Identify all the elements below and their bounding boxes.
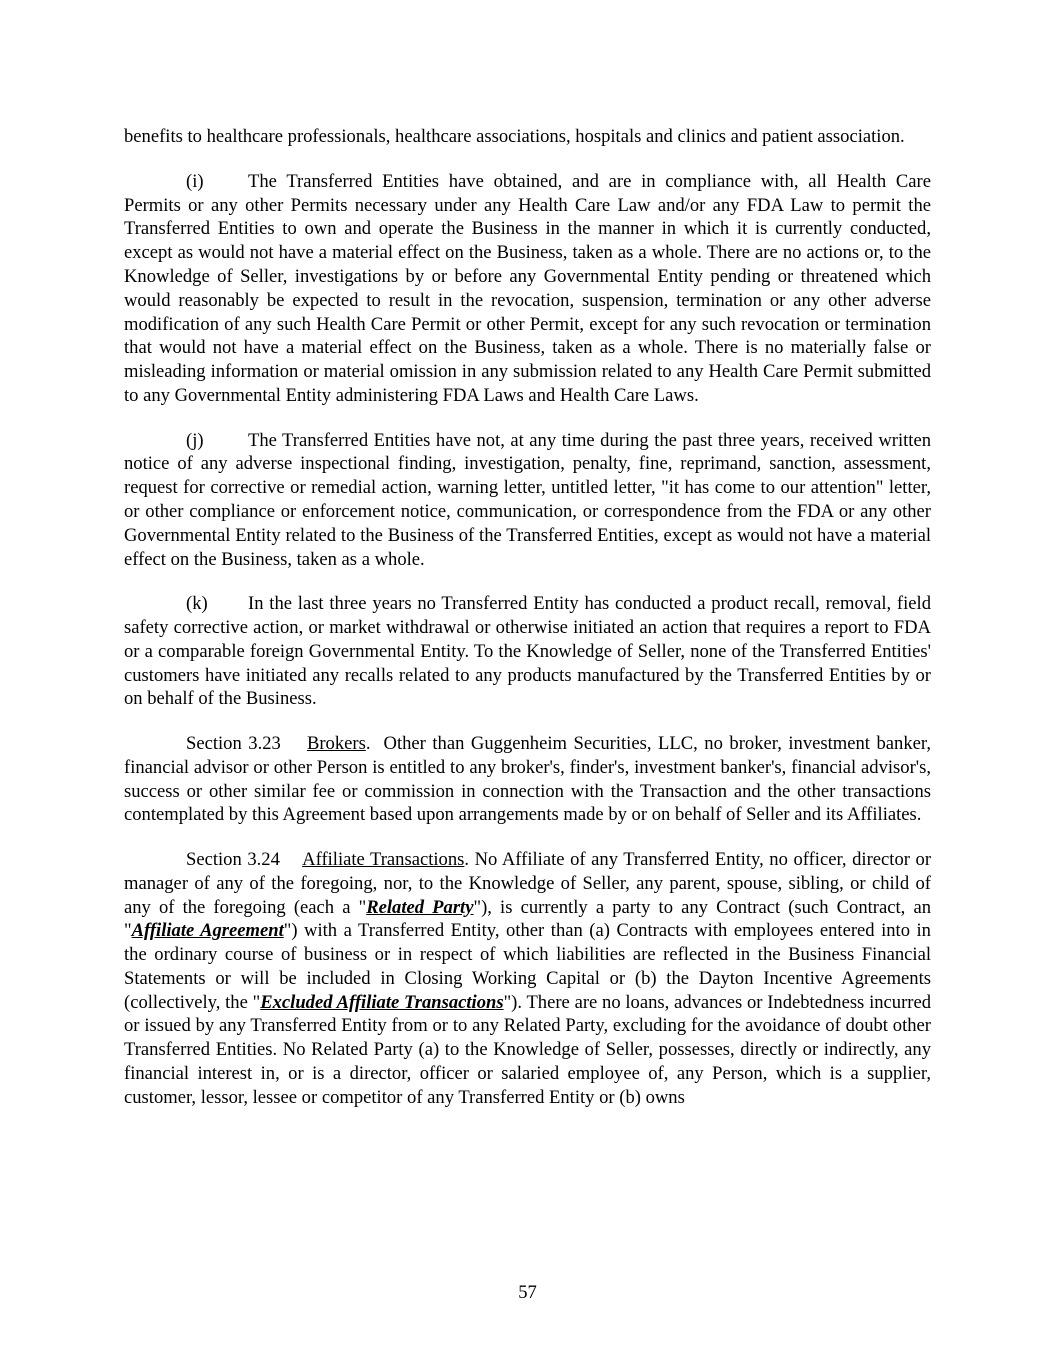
paragraph-opening (124, 125, 931, 149)
item-marker: (k) (186, 593, 208, 615)
document-page (124, 125, 931, 1130)
paragraph-section-3-23: Section 3.23 Brokers. Other than Guggenheim Securities, LLC, no broker, investment banker, financial advisor or other Person is entitled to any broker's, finder's, investment banker's, financial advisor's, success or other similar fee or commission in connection with the Transaction and the other transactions contemplated by this Agreement based upon arrangements made by or on behalf of Seller and its Affiliates. (124, 732, 931, 826)
section-number: Section 3.23 (186, 732, 281, 754)
section-text-part-3: ") with a Transferred Entity, other than (a) Contracts with employees entered into in the ordinary course of business or in respect of which liabilities are reflected in the Business Financial Statements or will be included in Closing Working Capital or (b) the Dayton Incentive Agreements (collectively, the " (124, 920, 931, 1013)
section-heading: Brokers (306, 732, 366, 754)
defined-term-related-party: Related Party (366, 896, 474, 918)
defined-term-excluded-affiliate-transactions: Excluded Affiliate Transactions (260, 991, 504, 1013)
item-text: The Transferred Entities have obtained, and are in compliance with, all Health Care Permits or any other Permits necessary under any Health Care Law and/or any FDA Law to permit the Transferred Entities to own and operate the Business in the manner in which it is currently conducted, except as would not have a material effect on the Business, taken as a whole. There are no actions or, to the Knowledge of Seller, investigations by or before any Governmental Entity pending or threatened which would reasonably be expected to result in the revocation, suspension, termination or any other adverse modification of any such Health Care Permit or other Permit, except for any such revocation or termination that would not have a material effect on the Business, taken as a whole. There is no materially false or misleading information or material omission in any submission related to any Health Care Permit submitted to any Governmental Entity administering FDA Laws and Health Care Laws. (124, 170, 931, 406)
section-text-part-1: No Affiliate of any Transferred Entity, no officer, director or manager of any of the foregoing, nor, to the Knowledge of Seller, any parent, spouse, sibling, or child of any of the foregoing (each a " (124, 848, 932, 918)
paragraph-item-k (124, 592, 931, 711)
section-text-part-4: "). There are no loans, advances or Indebtedness incurred or issued by any Transferred Entity from or to any Related Party, excluding for the avoidance of doubt other Transferred Entities. No Related Party (a) to the Knowledge of Seller, possesses, directly or indirectly, any financial interest in, or is a director, officer or salaried employee of, any Person, which is a supplier, customer, lessor, lessee or competitor of any Transferred Entity or (b) owns (124, 991, 932, 1108)
section-heading: Affiliate Transactions (302, 848, 465, 870)
paragraph-item-j (124, 429, 931, 572)
page-number: 57 (518, 1282, 537, 1303)
section-text: Other than Guggenheim Securities, LLC, no broker, investment banker, financial advisor or other Person is entitled to any broker's, finder's, investment banker's, financial advisor's, success or other similar fee or commission in connection with the Transaction and the other transactions contemplated by this Agreement based upon arrangements made by or on behalf of Seller and its Affiliates. (124, 732, 931, 826)
item-marker: (j) (186, 429, 204, 451)
opening-text: benefits to healthcare professionals, healthcare associations, hospitals and clinics and patient association. (124, 126, 905, 147)
section-text-part-2: "), is currently a party to any Contract (such Contract, an " (124, 896, 931, 942)
item-text: The Transferred Entities have not, at any time during the past three years, received written notice of any adverse inspectional finding, investigation, penalty, fine, reprimand, sanction, assessment, request for corrective or remedial action, warning letter, untitled letter, "it has come to our attention" letter, or other compliance or enforcement notice, communication, or correspondence from the FDA or any other Governmental Entity related to the Business of the Transferred Entities, except as would not have a material effect on the Business, taken as a whole. (124, 429, 931, 570)
item-marker: (i) (186, 170, 204, 192)
defined-term-affiliate-agreement: Affiliate Agreement (131, 920, 284, 942)
item-text: In the last three years no Transferred Entity has conducted a product recall, removal, field safety corrective action, or market withdrawal or otherwise initiated an action that requires a report to FDA or a comparable foreign Governmental Entity. To the Knowledge of Seller, none of the Transferred Entities' customers have initiated any recalls related to any products manufactured by the Transferred Entities by or on behalf of the Business. (124, 593, 931, 710)
section-number: Section 3.24 (186, 848, 280, 870)
paragraph-item-i (124, 170, 931, 408)
paragraph-section-3-24: Section 3.24 Affiliate Transactions. No Affiliate of any Transferred Entity, no officer, director or manager of any of the foregoing, nor, to the Knowledge of Seller, any parent, spouse, sibling, or child of any of the foregoing (each a "Related Party"), is currently a party to any Contract (such Contract, an "Affiliate Agreement") with a Transferred Entity, other than (a) Contracts with employees entered into in the ordinary course of business or in respect of which liabilities are reflected in the Business Financial Statements or will be included in Closing Working Capital or (b) the Dayton Incentive Agreements (collectively, the "Excluded Affiliate Transactions"). There are no loans, advances or Indebtedness incurred or issued by any Transferred Entity from or to any Related Party, excluding for the avoidance of doubt other Transferred Entities. No Related Party (a) to the Knowledge of Seller, possesses, directly or indirectly, any financial interest in, or is a director, officer or salaried employee of, any Person, which is a supplier, customer, lessor, lessee or competitor of any Transferred Entity or (b) owns (124, 848, 932, 1108)
